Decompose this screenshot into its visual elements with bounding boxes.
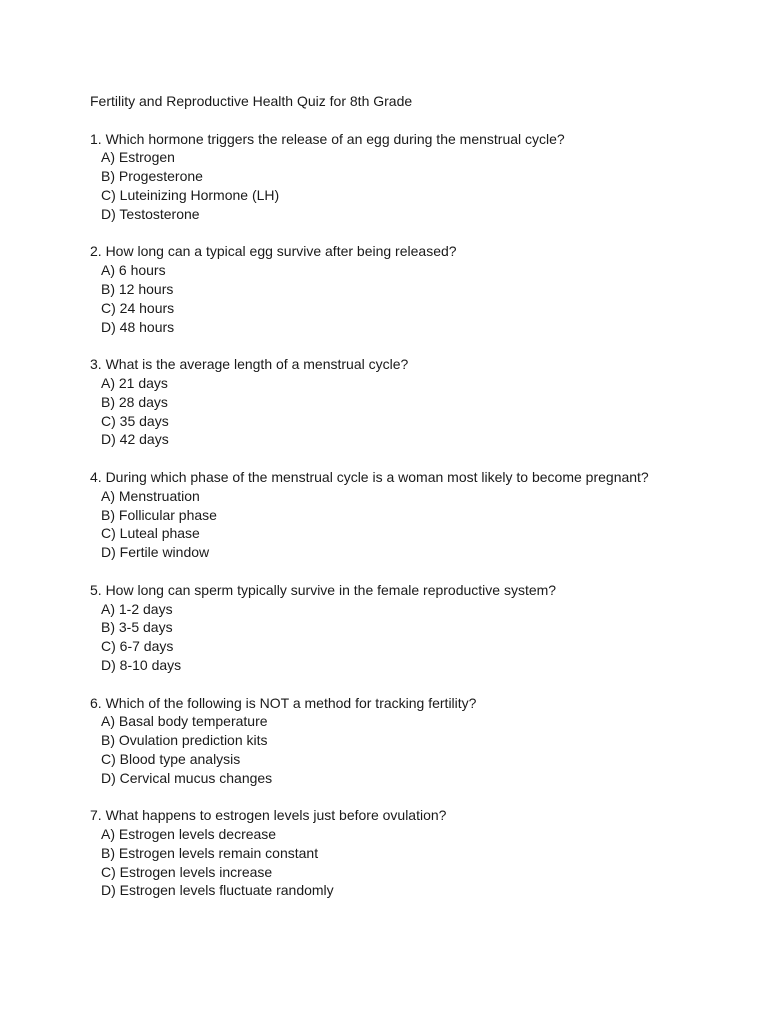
question-2 [90, 242, 750, 336]
answer-option-b: B) Estrogen levels remain constant [101, 844, 319, 861]
question-text: 3. What is the average length of a menstrual cycle? [90, 356, 409, 373]
answer-option-a: A) 1-2 days [101, 600, 173, 617]
answer-option-d: D) Cervical mucus changes [101, 769, 273, 786]
answer-option-c: C) 24 hours [101, 299, 175, 316]
answer-option-c: C) 6-7 days [101, 638, 174, 655]
answer-option-c: C) Blood type analysis [101, 750, 241, 767]
answer-option-a: A) 21 days [101, 374, 168, 391]
answer-options [90, 374, 750, 449]
answer-option-d: D) 42 days [101, 431, 169, 448]
question-3 [90, 355, 750, 449]
answer-option-a: A) 6 hours [101, 262, 166, 279]
answer-options [90, 148, 750, 223]
answer-option-b: B) Progesterone [101, 168, 203, 185]
answer-option-d: D) Estrogen levels fluctuate randomly [101, 882, 334, 899]
question-1 [90, 130, 750, 224]
answer-option-a: A) Basal body temperature [101, 713, 268, 730]
answer-options [90, 261, 750, 336]
answer-options [90, 600, 750, 675]
answer-option-d: D) 48 hours [101, 318, 175, 335]
answer-options [90, 825, 750, 900]
question-4 [90, 468, 750, 562]
answer-options [90, 487, 750, 562]
answer-option-b: B) 3-5 days [101, 619, 173, 636]
question-7 [90, 806, 750, 900]
question-text: 5. How long can sperm typically survive in the female reproductive system? [90, 581, 557, 598]
question-text: 2. How long can a typical egg survive after being released? [90, 243, 457, 260]
document-title: Fertility and Reproductive Health Quiz for 8th Grade [90, 93, 413, 109]
question-text: 6. Which of the following is NOT a method for tracking fertility? [90, 694, 477, 711]
answer-options [90, 712, 750, 787]
answer-option-c: C) Luteinizing Hormone (LH) [101, 186, 280, 203]
answer-option-a: A) Estrogen levels decrease [101, 826, 277, 843]
answer-option-a: A) Estrogen [101, 149, 175, 166]
answer-option-c: C) Luteal phase [101, 525, 200, 542]
question-text: 1. Which hormone triggers the release of an egg during the menstrual cycle? [90, 130, 565, 147]
question-text: 4. During which phase of the menstrual cycle is a woman most likely to become pregnant? [90, 468, 649, 485]
answer-option-d: D) Testosterone [101, 205, 200, 222]
question-text: 7. What happens to estrogen levels just before ovulation? [90, 807, 447, 824]
answer-option-d: D) Fertile window [101, 544, 210, 561]
question-6 [90, 694, 750, 788]
answer-option-c: C) Estrogen levels increase [101, 863, 273, 880]
answer-option-b: B) 28 days [101, 393, 168, 410]
question-5 [90, 581, 750, 675]
answer-option-b: B) 12 hours [101, 280, 174, 297]
document-page [90, 92, 750, 900]
answer-option-b: B) Ovulation prediction kits [101, 732, 268, 749]
answer-option-a: A) Menstruation [101, 487, 200, 504]
answer-option-b: B) Follicular phase [101, 506, 217, 523]
answer-option-c: C) 35 days [101, 412, 169, 429]
answer-option-d: D) 8-10 days [101, 656, 182, 673]
